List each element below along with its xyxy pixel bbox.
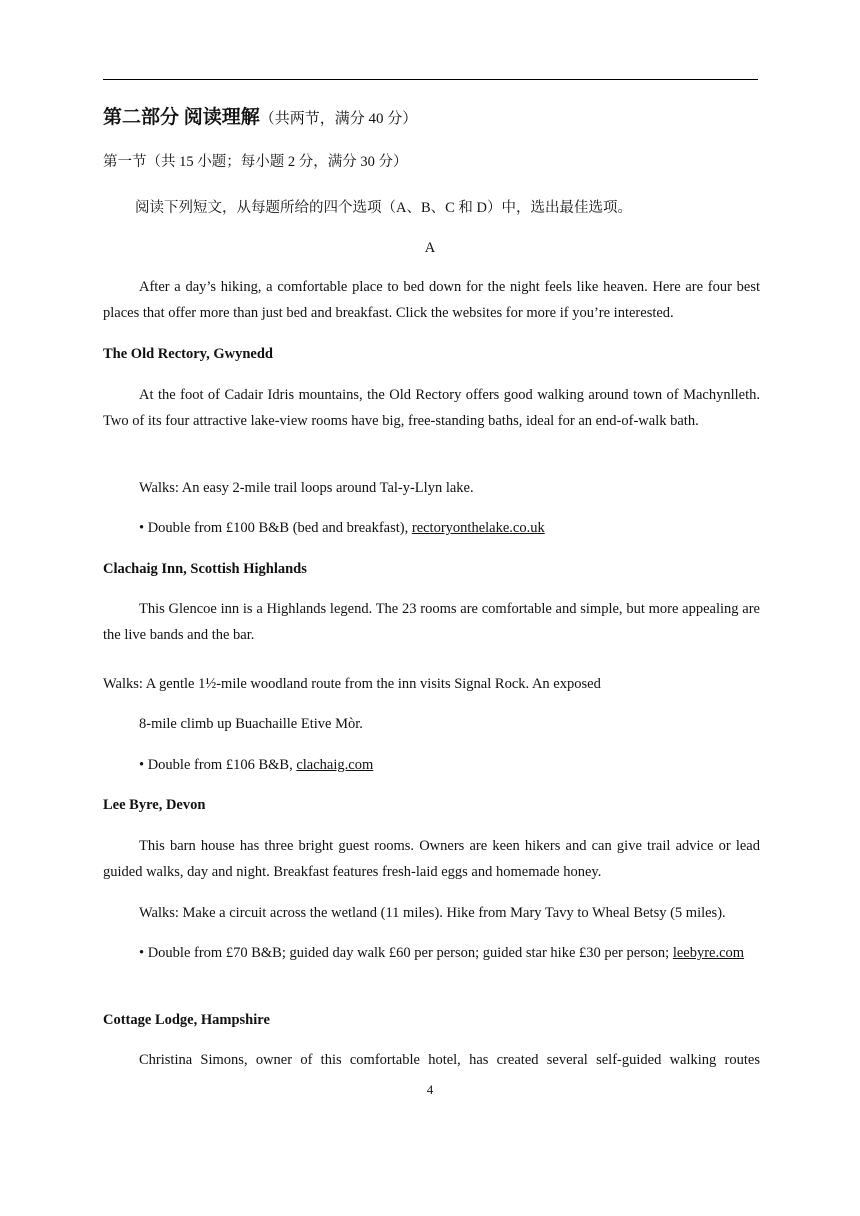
place-name: Clachaig Inn, Scottish Highlands [103,561,307,577]
price-text: • Double from £106 B&B, [139,757,297,773]
page-number: 4 [426,1082,434,1097]
website-link[interactable]: leebyre.com [672,945,745,961]
place-description: Christina Simons, owner of this comfortable hotel, has created several self-guided walking routes [139,1052,760,1068]
place-walks: Walks: Make a circuit across the wetland (11 miles). Hike from Mary Tavy to Wheal Betsy (5 miles). [139,905,726,921]
header-rule [103,79,758,80]
place-price [139,518,545,538]
place-walks: Walks: An easy 2-mile trail loops around Tal-y-Llyn lake. [139,480,474,496]
subsection-title: 第一节（共 15 小题；每小题 2 分，满分 30 分） [103,154,408,170]
place-name: Lee Byre, Devon [103,797,206,813]
price-text: • Double from £70 B&B; guided day walk £60 per person; guided star hike £30 per person; [139,945,673,961]
place-price [139,755,373,775]
place-walks-line1: Walks: A gentle 1½-mile woodland route from the inn visits Signal Rock. An exposed [103,676,601,692]
place-walks-line2: 8-mile climb up Buachaille Etive Mòr. [139,716,363,732]
price-text: • Double from £100 B&B (bed and breakfast), [139,520,412,536]
place-name: The Old Rectory, Gwynedd [103,346,273,362]
place-price [103,940,760,966]
place-description: This barn house has three bright guest rooms. Owners are keen hikers and can give trail advice or lead guided walks, day and night. Breakfast features fresh-laid eggs and homemade honey. [103,838,760,880]
section-title-main: 第二部分 阅读理解 [103,107,260,128]
passage-letter: A [424,240,436,256]
section-title [103,105,417,132]
intro-paragraph: After a day’s hiking, a comfortable place to bed down for the night feels like heaven. Here are four best places that offer more than just bed and breakfast. Click the websites for more if you’re interested. [103,279,760,321]
website-link[interactable]: clachaig.com [296,757,374,773]
section-title-note: （共两节，满分 40 分） [259,111,418,127]
place-description: This Glencoe inn is a Highlands legend. The 23 rooms are comfortable and simple, but more appealing are the live bands and the bar. [103,601,760,643]
instruction-text: 阅读下列短文，从每题所给的四个选项（A、B、C 和 D）中，选出最佳选项。 [135,200,633,216]
place-name: Cottage Lodge, Hampshire [103,1012,270,1028]
place-description: At the foot of Cadair Idris mountains, the Old Rectory offers good walking around town of Machynlleth. Two of its four attractive lake-view rooms have big, free-standing baths, ideal for an end-of-walk bath. [103,387,760,429]
website-link[interactable]: rectoryonthelake.co.uk [411,520,545,536]
